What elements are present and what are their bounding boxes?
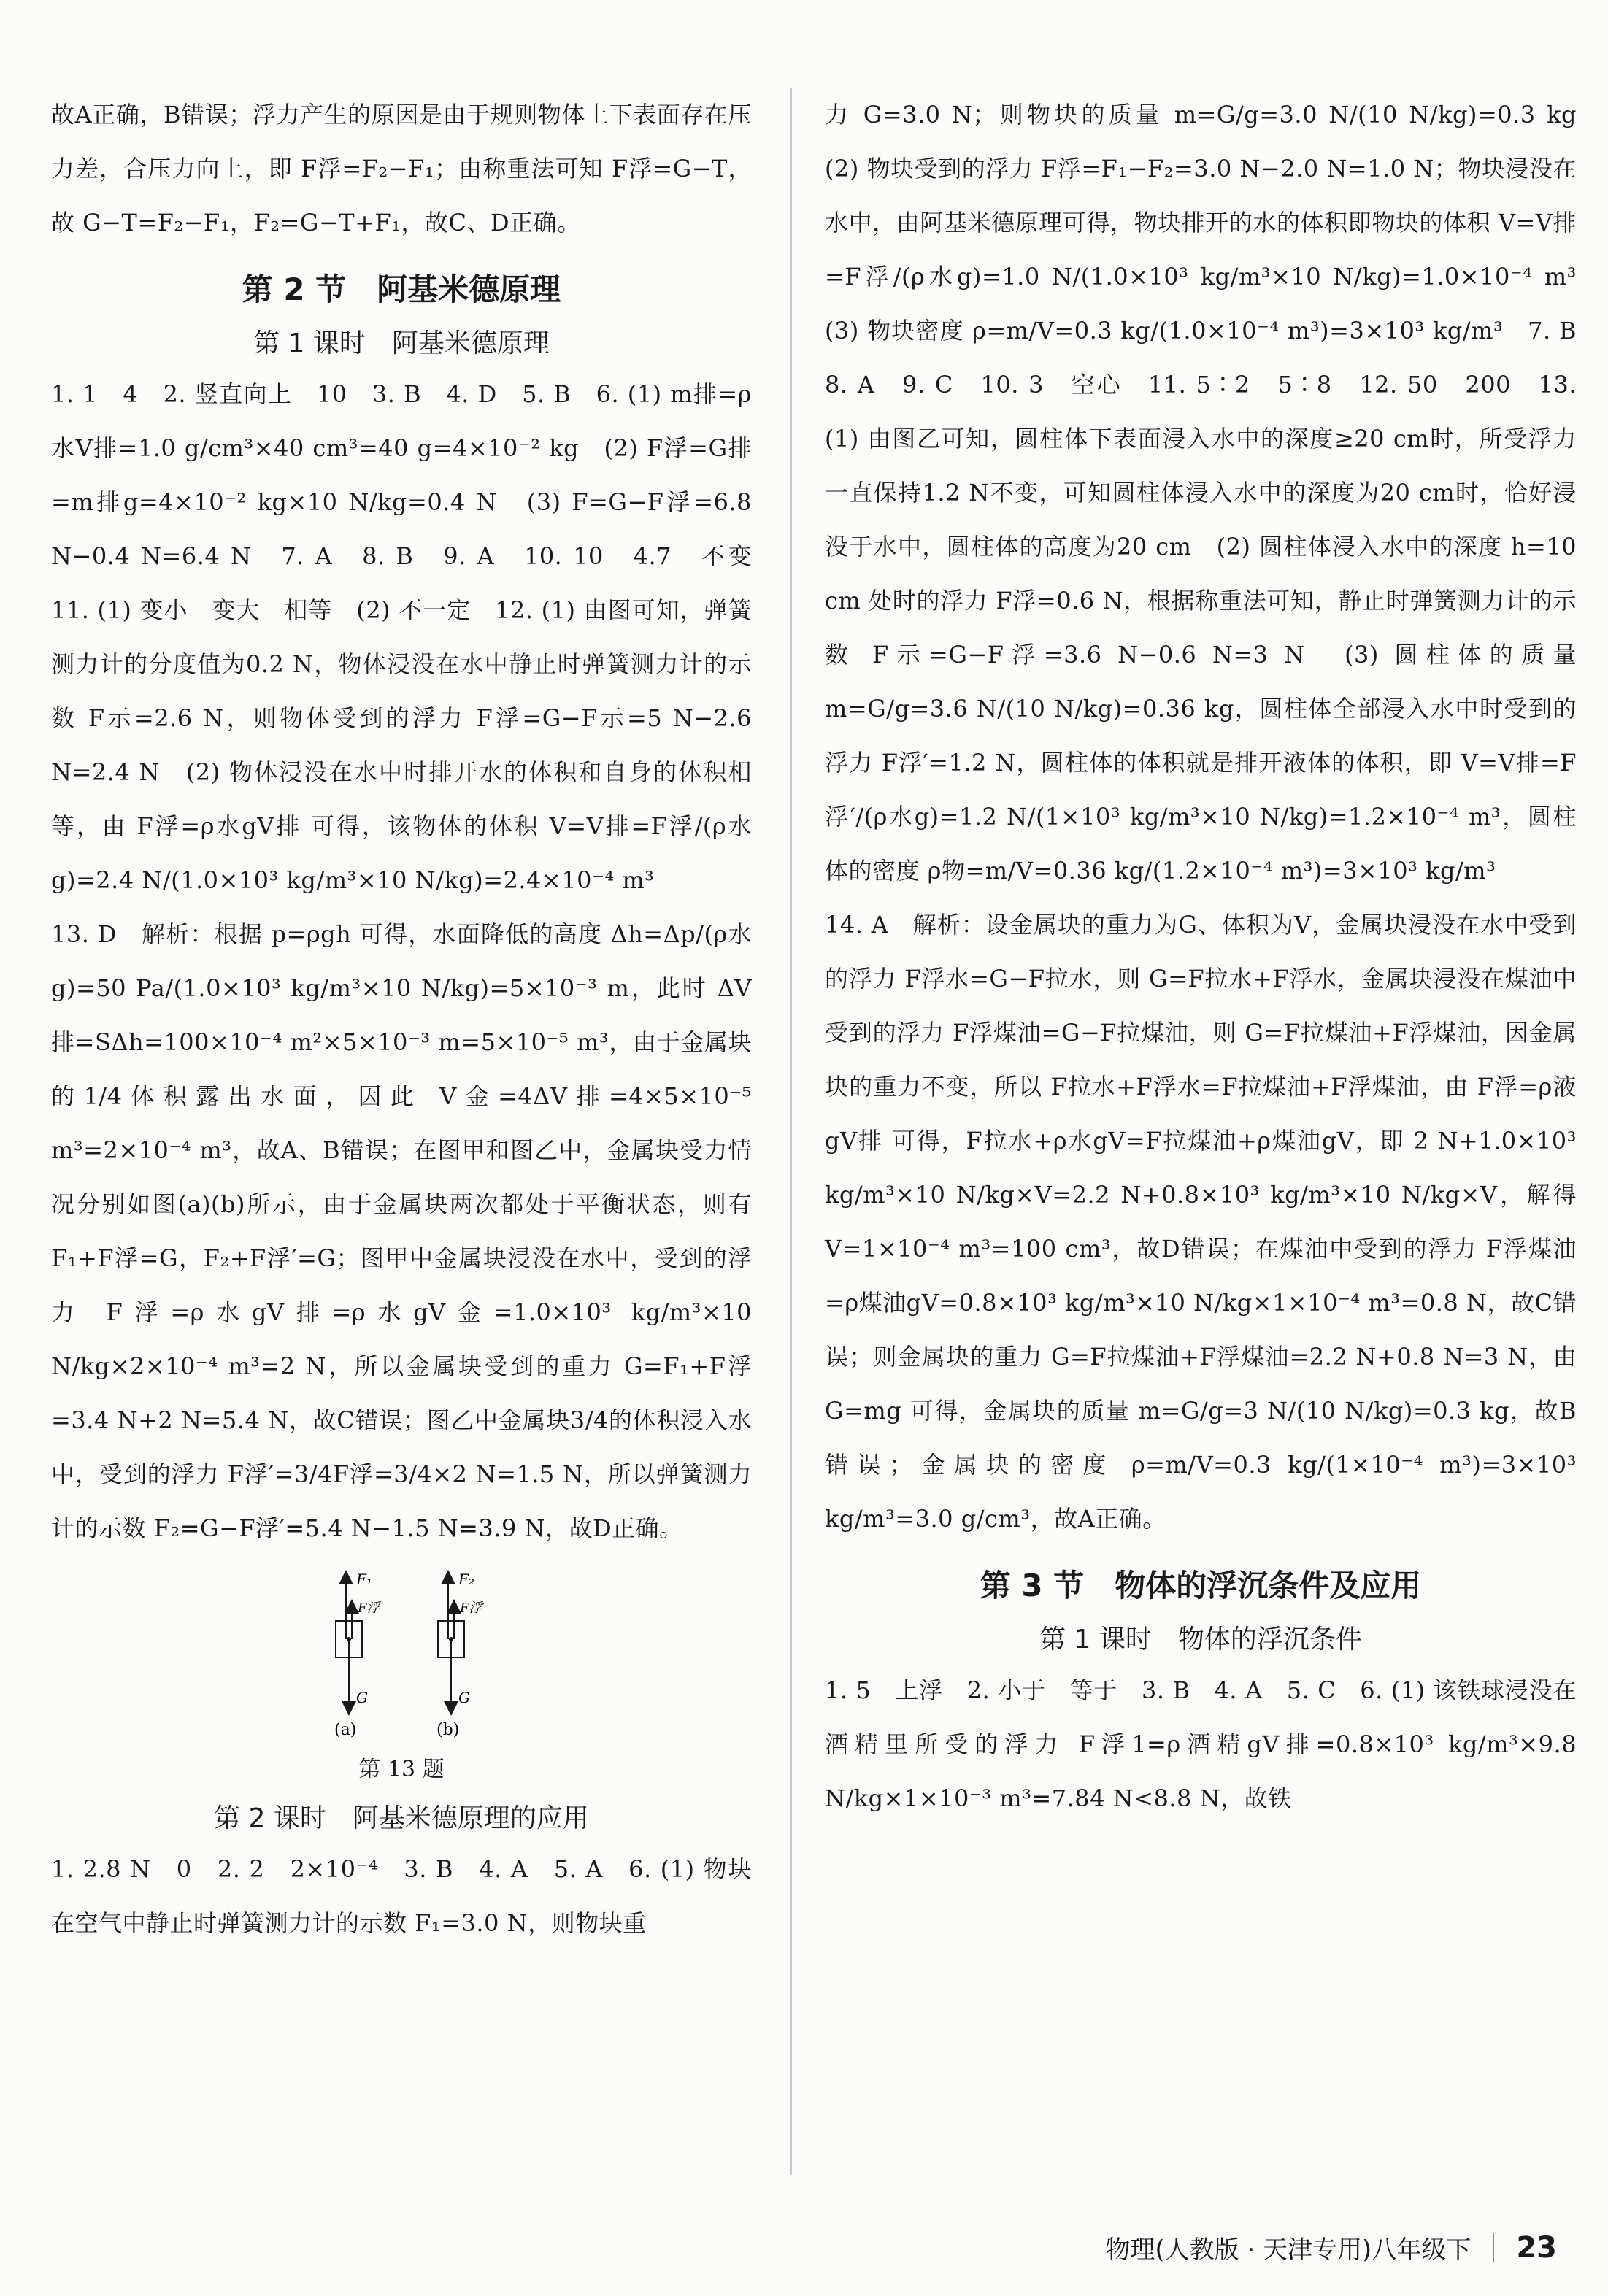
lesson-1-answers: 1. 1 4 2. 竖直向上 10 3. B 4. D 5. B 6. (1) m排=ρ水V排=1.0 g/cm³×40 cm³=40 g=4×10⁻² kg (2) F浮=G排=m排g=4×10⁻² kg×10 N/kg=0.4 N (3) F=G−F浮=6.8 N−0.4 N=6.4 N 7. A 8. B 9. A 10. 10 4.7 不变 11. (1) 变小 变大 相等 (2) 不一定 12. (1) 由图可知，弹簧测力计的分度值为0.2 N，物体浸没在水中静止时弹簧测力计的示数 F示=2.6 N，则物体受到的浮力 F浮=G−F示=5 N−2.6 N=2.4 N (2) 物体浸没在水中时排开水的体积和自身的体积相等，由 F浮=ρ水gV排 可得，该物体的体积 V=V排=F浮/(ρ水g)=2.4 N/(1.0×10³ kg/m³×10 N/kg)=2.4×10⁻⁴ m³ [51,380,776,894]
lesson-2-continued: 力 G=3.0 N；则物块的质量 m=G/g=3.0 N/(10 N/kg)=0.3 kg (2) 物块受到的浮力 F浮=F₁−F₂=3.0 N−2.0 N=1.0 N；物块浸没在水中，由阿基米德原理可得，物块排开的水的体积即物块的体积 V=V排=F浮/(ρ水g)=1.0 N/(1.0×10³ kg/m³×10 N/kg)=1.0×10⁻⁴ m³ (3) 物块密度 ρ=m/V=0.3 kg/(1.0×10⁻⁴ m³)=3×10³ kg/m³ 7. B 8. A 9. C 10. 3 空心 11. 5∶2 5∶8 12. 50 200 13. (1) 由图乙可知，圆柱体下表面浸入水中的深度≥20 cm时，所受浮力一直保持1.2 N不变，可知圆柱体浸入水中的深度为20 cm时，恰好浸没于水中，圆柱体的高度为20 cm (2) 圆柱体浸入水中的深度 h=10 cm 处时的浮力 F浮=0.6 N，根据称重法可知，静止时弹簧测力计的示数 F示=G−F浮=3.6 N−0.6 N=3 N (3) 圆柱体的质量 m=G/g=3.6 N/(10 N/kg)=0.36 kg，圆柱体全部浸入水中时受到的浮力 F浮′=1.2 N，圆柱体的体积就是排开液体的体积，即 V=V排=F浮′/(ρ水g)=1.2 N/(1×10³ kg/m³×10 N/kg)=1.2×10⁻⁴ m³，圆柱体的密度 ρ物=m/V=0.36 kg/(1.2×10⁻⁴ m³)=3×10³ kg/m³ [825,101,1601,885]
book-title: 物理(人教版 · 天津专用)八年级下 [1105,2235,1472,2265]
page-number: 23 [1516,2230,1557,2265]
lesson-1-title: 第 1 课时 阿基米德原理 [253,328,550,358]
label-a-ffloat: F浮 [358,1600,380,1616]
figure-caption: 第 13 题 [358,1757,445,1782]
diagram-a [334,1571,381,1739]
lesson-3-1-title: 第 1 课时 物体的浮沉条件 [1039,1625,1362,1654]
lesson-2-title: 第 2 课时 阿基米德原理的应用 [214,1803,589,1833]
force-diagram [292,1563,511,1745]
diagram-b [436,1571,485,1739]
label-b-f2: F₂ [458,1571,474,1588]
section-2-title: 第 2 节 阿基米德原理 [242,271,561,307]
lesson-2-answers: 1. 2.8 N 0 2. 2 2×10⁻⁴ 3. B 4. A 5. A 6. (1) 物块在空气中静止时弹簧测力计的示数 F₁=3.0 N，则物块重 [51,1855,752,1937]
lesson-3-1-answers: 1. 5 上浮 2. 小于 等于 3. B 4. A 5. C 6. (1) 该铁球浸没在酒精里所受的浮力 F浮1=ρ酒精gV排=0.8×10³ kg/m³×9.8 N/kg×1×10⁻³ m³=7.84 N<8.8 N，故铁 [825,1676,1577,1812]
label-a-f1: F₁ [356,1571,372,1588]
label-b: (b) [436,1721,460,1739]
label-b-ffloat: F浮′ [460,1600,485,1616]
left-column [51,88,776,1950]
column-divider [790,88,792,2175]
section-3-title: 第 3 节 物体的浮沉条件及应用 [980,1568,1422,1603]
footer-divider [1493,2233,1494,2262]
force-diagram-figure [51,1563,752,1783]
question-13-analysis: 13. D 解析：根据 p=ρgh 可得，水面降低的高度 Δh=Δp/(ρ水g)=50 Pa/(1.0×10³ kg/m³×10 N/kg)=5×10⁻³ m，此时 ΔV排=SΔh=100×10⁻⁴ m²×5×10⁻³ m=5×10⁻⁵ m³，由于金属块的1/4体积露出水面，因此 V金=4ΔV排=4×5×10⁻⁵ m³=2×10⁻⁴ m³，故A、B错误；在图甲和图乙中，金属块受力情况分别如图(a)(b)所示，由于金属块两次都处于平衡状态，则有 F₁+F浮=G，F₂+F浮′=G；图甲中金属块浸没在水中，受到的浮力 F浮=ρ水gV排=ρ水gV金=1.0×10³ kg/m³×10 N/kg×2×10⁻⁴ m³=2 N，所以金属块受到的重力 G=F₁+F浮=3.4 N+2 N=5.4 N，故C错误；图乙中金属块3/4的体积浸入水中，受到的浮力 F浮′=3/4F浮=3/4×2 N=1.5 N，所以弹簧测力计的示数 F₂=G−F浮′=5.4 N−1.5 N=3.9 N，故D正确。 [51,920,752,1542]
right-column [825,88,1601,1825]
label-a: (a) [334,1721,357,1739]
label-a-g: G [356,1689,368,1706]
page-footer [1105,2230,1557,2265]
label-b-g: G [458,1689,470,1706]
intro-paragraph: 故A正确，B错误；浮力产生的原因是由于规则物体上下表面存在压力差，合压力向上，即 F浮=F₂−F₁；由称重法可知 F浮=G−T，故 G−T=F₂−F₁，F₂=G−T+F₁，故C、D正确。 [51,101,752,236]
question-14-analysis: 14. A 解析：设金属块的重力为G、体积为V，金属块浸没在水中受到的浮力 F浮水=G−F拉水，则 G=F拉水+F浮水，金属块浸没在煤油中受到的浮力 F浮煤油=G−F拉煤油，则 G=F拉煤油+F浮煤油，因金属块的重力不变，所以 F拉水+F浮水=F拉煤油+F浮煤油，由 F浮=ρ液gV排 可得，F拉水+ρ水gV=F拉煤油+ρ煤油gV，即 2 N+1.0×10³ kg/m³×10 N/kg×V=2.2 N+0.8×10³ kg/m³×10 N/kg×V，解得 V=1×10⁻⁴ m³=100 cm³，故D错误；在煤油中受到的浮力 F浮煤油=ρ煤油gV=0.8×10³ kg/m³×10 N/kg×1×10⁻⁴ m³=0.8 N，故C错误；则金属块的重力 G=F拉煤油+F浮煤油=2.2 N+0.8 N=3 N，由 G=mg 可得，金属块的质量 m=G/g=3 N/(10 N/kg)=0.3 kg，故B错误；金属块的密度 ρ=m/V=0.3 kg/(1×10⁻⁴ m³)=3×10³ kg/m³=3.0 g/cm³，故A正确。 [825,911,1577,1533]
